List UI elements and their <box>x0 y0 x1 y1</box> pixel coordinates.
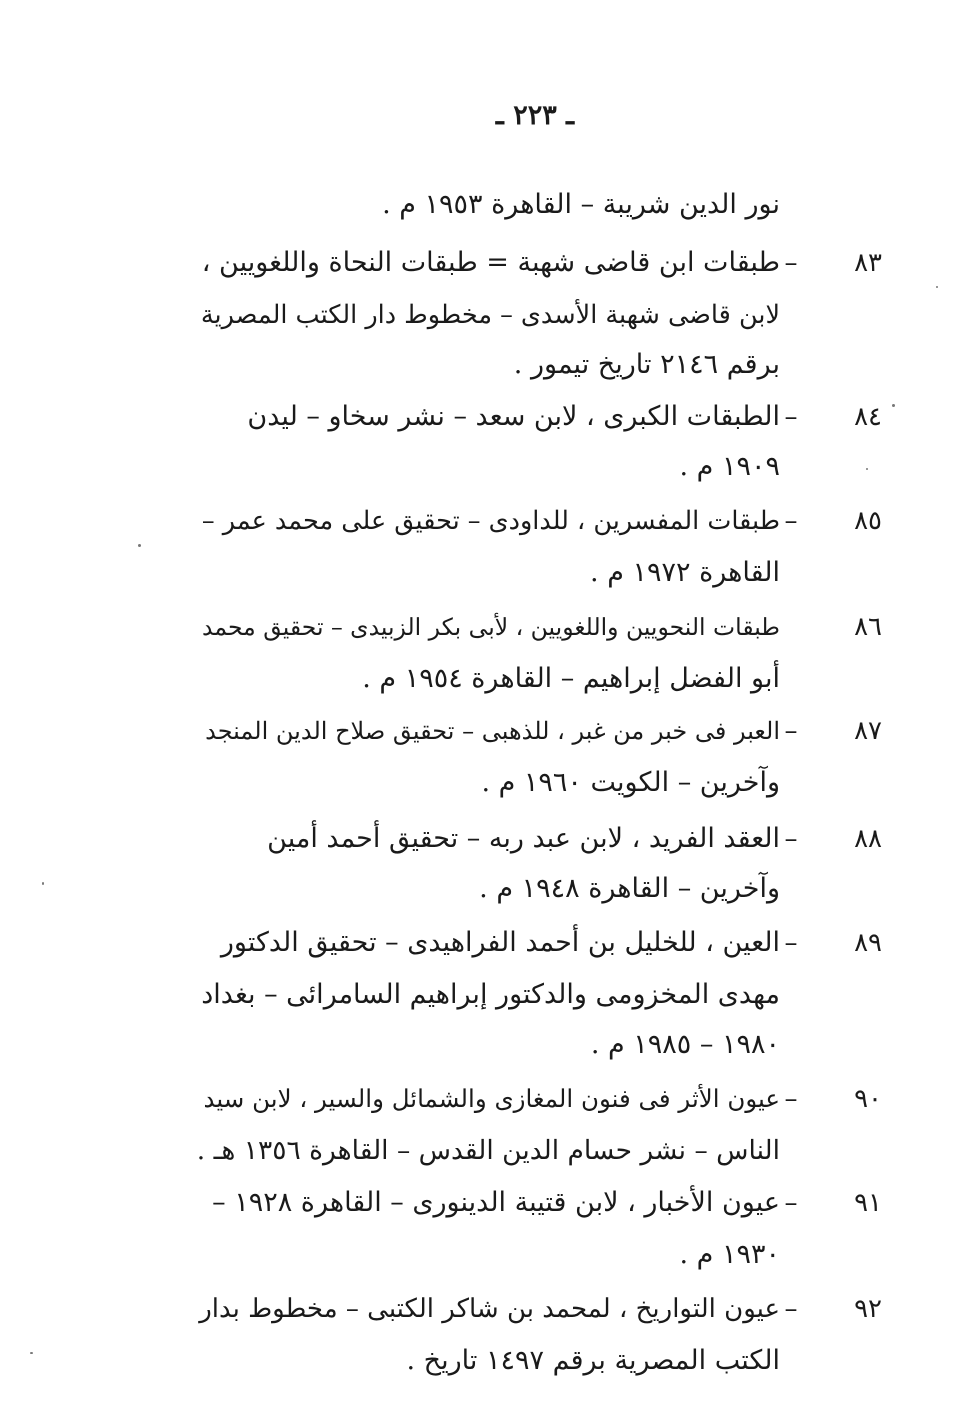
entry-dash: – <box>784 402 798 432</box>
entry-line: العقد الفريد ، لابن عبد ربه – تحقيق أحمد أمين <box>267 823 780 854</box>
entry-dash: – <box>784 824 798 854</box>
entry-line: عيون التواريخ ، لمحمد بن شاكر الكتبى – مخطوط بدار <box>199 1294 780 1324</box>
entry-number: ٨٨ <box>854 824 882 854</box>
entry-line: طبقات المفسرين ، للداودى – تحقيق على محمد عمر – <box>201 506 780 536</box>
entry-line: نور الدين شريبة – القاهرة ١٩٥٣ م . <box>382 189 780 220</box>
entry-line: ١٩٠٩ م . <box>679 451 780 482</box>
entry-number: ٨٩ <box>854 928 882 958</box>
scan-speck <box>866 468 868 470</box>
entry-number: ٩٠ <box>854 1084 882 1114</box>
entry-line: أبو الفضل إبراهيم – القاهرة ١٩٥٤ م . <box>362 663 780 694</box>
entry-line: طبقات النحويين واللغويين ، لأبى بكر الزبيدى – تحقيق محمد <box>202 613 780 641</box>
scan-speck <box>30 1352 33 1354</box>
entry-number: ٩٢ <box>854 1294 882 1324</box>
entry-number: ٨٥ <box>854 506 882 536</box>
entry-line: الكتب المصرية برقم ١٤٩٧ تاريخ . <box>406 1345 780 1376</box>
entry-line: لابن قاضى شهبة الأسدى – مخطوط دار الكتب المصرية <box>200 300 780 330</box>
scan-speck <box>138 544 141 547</box>
entry-line: طبقات ابن قاضى شهبة = طبقات النحاة واللغويين ، <box>201 247 780 278</box>
entry-line: الناس – نشر حسام الدين القدس – القاهرة ١٣٥٦ هـ . <box>196 1135 780 1166</box>
entry-dash: – <box>784 1084 798 1114</box>
page-number: ـ ٢٢٣ ـ <box>495 100 575 131</box>
entry-line: العين ، للخليل بن أحمد الفراهيدى – تحقيق الدكتور <box>220 927 780 958</box>
scan-speck <box>42 882 44 885</box>
entry-line: برقم ٢١٤٦ تاريخ تيمور . <box>513 349 780 380</box>
entry-dash: – <box>784 928 798 958</box>
entry-line: القاهرة ١٩٧٢ م . <box>590 557 780 588</box>
entry-line: عيون الأثر فى فنون المغازى والشمائل والسير ، لابن سيد <box>203 1084 780 1113</box>
entry-number: ٨٧ <box>854 716 882 746</box>
entry-line: الطبقات الكبرى ، لابن سعد – نشر سخاو – ليدن <box>247 401 780 432</box>
entry-line: وآخرين – القاهرة ١٩٤٨ م . <box>479 873 780 904</box>
entry-number: ٨٤ <box>854 402 882 432</box>
entry-number: ٨٣ <box>854 248 882 278</box>
entry-line: وآخرين – الكويت ١٩٦٠ م . <box>481 767 780 798</box>
entry-line: ١٩٣٠ م . <box>679 1239 780 1270</box>
entry-number: ٩١ <box>854 1188 882 1218</box>
entry-line: العبر فى خبر من غبر ، للذهبى – تحقيق صلاح الدين المنجد <box>205 717 780 745</box>
entry-line: عيون الأخبار ، لابن قتيبة الدينورى – القاهرة ١٩٢٨ – <box>212 1187 780 1218</box>
entry-line: ١٩٨٠ – ١٩٨٥ م . <box>590 1029 780 1060</box>
scan-speck <box>936 286 938 288</box>
entry-dash: – <box>784 716 798 746</box>
entry-line: مهدى المخزومى والدكتور إبراهيم السامرائى – بغداد <box>201 979 780 1010</box>
entry-dash: – <box>784 506 798 536</box>
entry-dash: – <box>784 248 798 278</box>
entry-dash: – <box>784 1294 798 1324</box>
entry-dash: – <box>784 1188 798 1218</box>
scan-speck <box>892 404 895 407</box>
entry-number: ٨٦ <box>854 612 882 642</box>
